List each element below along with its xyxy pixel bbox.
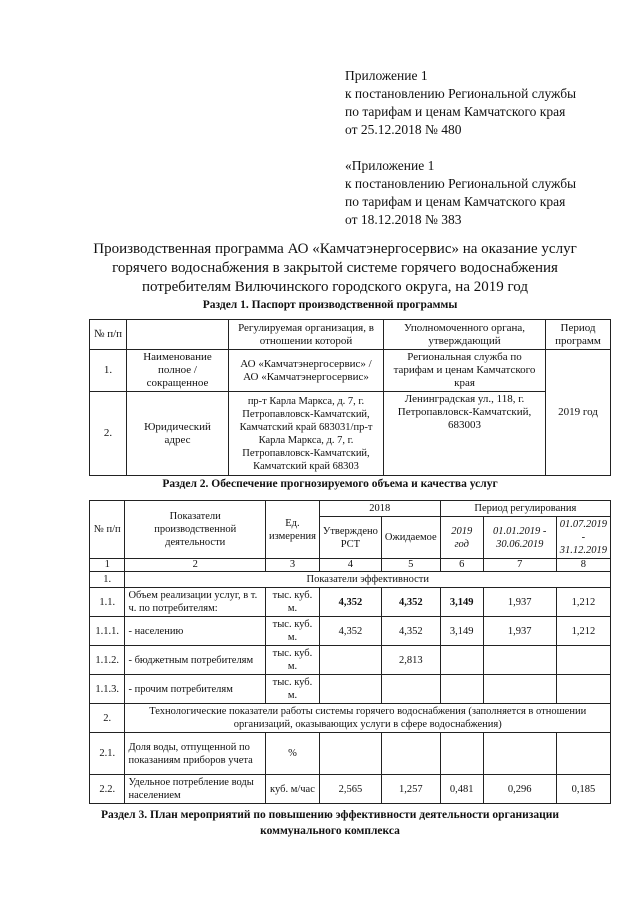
row-num: 2.1. bbox=[90, 733, 125, 775]
header-num: № п/п bbox=[90, 320, 127, 350]
header-period: Период программ bbox=[546, 320, 611, 350]
row-num: 1. bbox=[90, 350, 127, 392]
value-2019 bbox=[440, 733, 483, 775]
section1-heading: Раздел 1. Паспорт производственной программы bbox=[202, 299, 458, 311]
row-org: АО «Камчатэнергосервис» / АО «Камчатэнергосервис» bbox=[229, 350, 384, 392]
row-unit: тыс. куб. м. bbox=[266, 675, 320, 704]
value-approved: 4,352 bbox=[319, 617, 381, 646]
header-num: № п/п bbox=[90, 501, 125, 559]
row-org: пр-т Карла Маркса, д. 7, г. Петропавловск-Камчатский, Камчатский край 683031/пр-т Карла Маркса, д. 7, г. Петропавловск-Камчатский, Камчатский край 68303 bbox=[229, 392, 384, 476]
col-number: 7 bbox=[483, 559, 556, 572]
row-label: Юридический адрес bbox=[127, 392, 229, 476]
row-name: - населению bbox=[125, 617, 266, 646]
appendix-header bbox=[345, 67, 576, 229]
value-expected: 2,813 bbox=[381, 646, 440, 675]
section2-heading: Раздел 2. Обеспечение прогнозируемого объема и качества услуг bbox=[162, 478, 498, 490]
value-approved bbox=[319, 733, 381, 775]
row-authority: Региональная служба по тарифам и ценам Камчатского края bbox=[384, 350, 546, 392]
row-unit: куб. м/час bbox=[266, 775, 320, 804]
value-expected bbox=[381, 675, 440, 704]
row-name: - бюджетным потребителям bbox=[125, 646, 266, 675]
value-period1 bbox=[483, 675, 556, 704]
appendix-line: к постановлению Региональной службы bbox=[345, 176, 577, 191]
value-period1: 1,937 bbox=[483, 617, 556, 646]
value-period1: 1,937 bbox=[483, 588, 556, 617]
group-num: 2. bbox=[90, 704, 125, 733]
row-name: Доля воды, отпущенной по показаниям приборов учета bbox=[125, 733, 266, 775]
col-number: 1 bbox=[90, 559, 125, 572]
value-expected: 4,352 bbox=[381, 617, 440, 646]
row-num: 2. bbox=[90, 392, 127, 476]
col-number: 5 bbox=[381, 559, 440, 572]
header-expected: Ожидаемое bbox=[381, 517, 440, 559]
value-period2 bbox=[556, 733, 610, 775]
passport-table bbox=[89, 319, 611, 476]
period-value: 2019 год bbox=[546, 350, 611, 476]
appendix-line: от 18.12.2018 № 383 bbox=[345, 212, 462, 227]
group-title: Показатели эффективности bbox=[125, 572, 611, 588]
group-num: 1. bbox=[90, 572, 125, 588]
header-2018: 2018 bbox=[319, 501, 440, 517]
value-period1 bbox=[483, 733, 556, 775]
col-number: 3 bbox=[266, 559, 320, 572]
value-period1: 0,296 bbox=[483, 775, 556, 804]
appendix-line: «Приложение 1 bbox=[345, 158, 435, 173]
document-title: Производственная программа АО «Камчатэнергосервис» на оказание услуг горячего водоснабжения в закрытой системе горячего водоснабжения потребителям Вилючинского городского округа, на 2019 год bbox=[93, 241, 577, 295]
header-period1: 01.01.2019 - 30.06.2019 bbox=[483, 517, 556, 559]
header-org: Регулируемая организация, в отношении которой bbox=[229, 320, 384, 350]
value-expected: 1,257 bbox=[381, 775, 440, 804]
row-unit: тыс. куб. м. bbox=[266, 617, 320, 646]
value-approved bbox=[319, 675, 381, 704]
header-indicator: Показатели производственной деятельности bbox=[125, 501, 266, 559]
volume-quality-table bbox=[89, 500, 611, 804]
row-authority: Ленинградская ул., 118, г. Петропавловск-Камчатский, 683003 bbox=[384, 392, 546, 476]
row-name: - прочим потребителям bbox=[125, 675, 266, 704]
value-approved: 2,565 bbox=[319, 775, 381, 804]
header-unit: Ед. измерения bbox=[266, 501, 320, 559]
appendix-line: к постановлению Региональной службы bbox=[345, 86, 577, 101]
row-unit: тыс. куб. м. bbox=[266, 588, 320, 617]
appendix-line: Приложение 1 bbox=[345, 68, 428, 83]
group-title: Технологические показатели работы системы горячего водоснабжения (заполняется в отношении организаций, оказывающих услуги в сфере водоснабжения) bbox=[125, 704, 611, 733]
value-expected bbox=[381, 733, 440, 775]
col-number: 4 bbox=[319, 559, 381, 572]
row-num: 1.1.1. bbox=[90, 617, 125, 646]
value-approved bbox=[319, 646, 381, 675]
appendix-line: по тарифам и ценам Камчатского края bbox=[345, 194, 566, 209]
value-expected: 4,352 bbox=[381, 588, 440, 617]
header-approved: Утверждено РСТ bbox=[319, 517, 381, 559]
value-period2 bbox=[556, 675, 610, 704]
value-period1 bbox=[483, 646, 556, 675]
value-period2 bbox=[556, 646, 610, 675]
row-num: 1.1.2. bbox=[90, 646, 125, 675]
value-2019: 3,149 bbox=[440, 617, 483, 646]
row-num: 1.1.3. bbox=[90, 675, 125, 704]
header-reg-period: Период регулирования bbox=[440, 501, 610, 517]
col-number: 8 bbox=[556, 559, 610, 572]
value-2019 bbox=[440, 646, 483, 675]
value-period2: 0,185 bbox=[556, 775, 610, 804]
row-name: Объем реализации услуг, в т. ч. по потребителям: bbox=[125, 588, 266, 617]
row-name: Удельное потребление воды населением bbox=[125, 775, 266, 804]
value-approved: 4,352 bbox=[319, 588, 381, 617]
row-unit: % bbox=[266, 733, 320, 775]
header-2019: 2019 год bbox=[440, 517, 483, 559]
value-2019: 3,149 bbox=[440, 588, 483, 617]
value-period2: 1,212 bbox=[556, 617, 610, 646]
value-2019: 0,481 bbox=[440, 775, 483, 804]
row-num: 1.1. bbox=[90, 588, 125, 617]
header-authority: Уполномоченного органа, утверждающий bbox=[384, 320, 546, 350]
appendix-line: по тарифам и ценам Камчатского края bbox=[345, 104, 566, 119]
col-number: 6 bbox=[440, 559, 483, 572]
header-blank bbox=[127, 320, 229, 350]
value-period2: 1,212 bbox=[556, 588, 610, 617]
header-period2: 01.07.2019 - 31.12.2019 bbox=[556, 517, 610, 559]
row-label: Наименование полное / сокращенное bbox=[127, 350, 229, 392]
value-2019 bbox=[440, 675, 483, 704]
appendix-line: от 25.12.2018 № 480 bbox=[345, 122, 462, 137]
section3-heading: Раздел 3. План мероприятий по повышению эффективности деятельности организации коммунального комплекса bbox=[101, 809, 559, 837]
row-unit: тыс. куб. м. bbox=[266, 646, 320, 675]
col-number: 2 bbox=[125, 559, 266, 572]
row-num: 2.2. bbox=[90, 775, 125, 804]
